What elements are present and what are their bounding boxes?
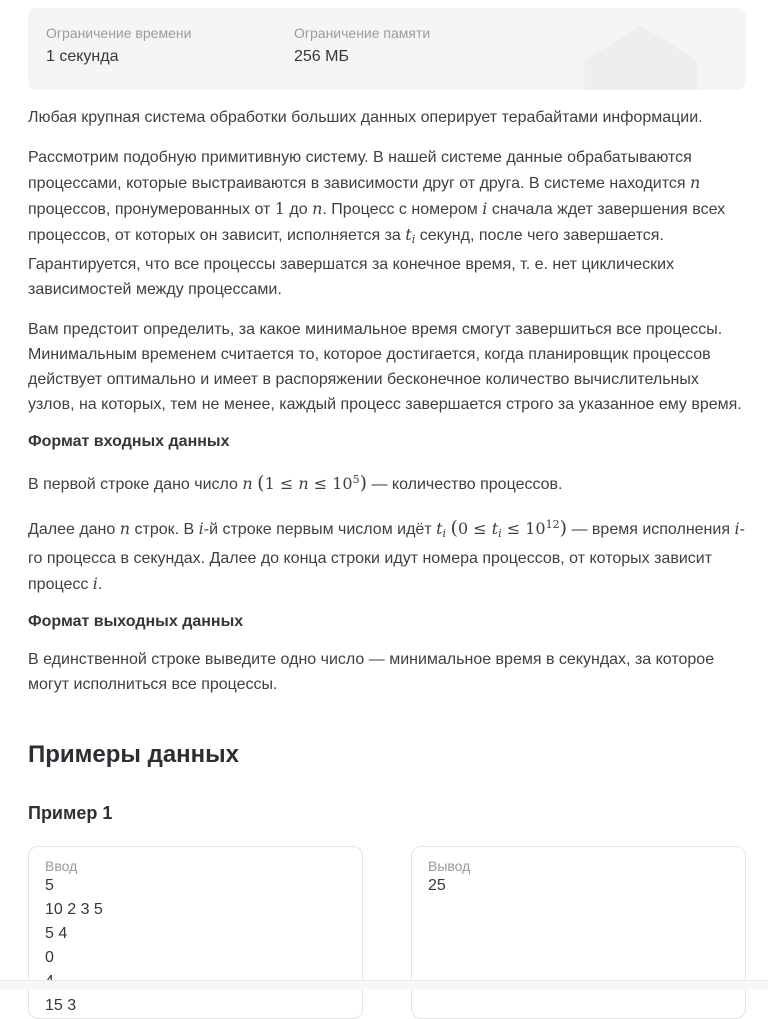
- example-1-heading: Пример 1: [28, 803, 113, 823]
- math-run: i: [92, 574, 98, 593]
- math-run: n: [298, 474, 309, 493]
- example-input-lines: [45, 874, 346, 1018]
- example-code-line: 10 2 3 5: [45, 901, 103, 918]
- example-1-row: [28, 846, 746, 1019]
- math-run: ≤ 10: [308, 474, 353, 493]
- time-limit-value: 1 секунда: [46, 48, 119, 65]
- text-run: Рассмотрим подобную примитивную систему. В нашей системе данные обрабатываются процессами, которые выстраиваются в зависимости друг от друга. В системе находится: [28, 149, 692, 192]
- memory-limit-value: 256 МБ: [294, 48, 349, 65]
- text-run: -го процесса в секундах. Далее до конца строки идут номера процессов, от которых зависит процесс: [28, 521, 745, 593]
- math-run: 1: [274, 199, 285, 218]
- text-run: сначала ждет завершения всех процессов, от которых он зависит, исполняется за: [28, 201, 726, 244]
- examples-heading: Примеры данных: [28, 741, 240, 768]
- memory-limit-block: [294, 25, 542, 90]
- math-run: (: [450, 517, 458, 539]
- example-output-box: [411, 846, 746, 1019]
- text-run: строк. В: [130, 521, 199, 538]
- math-run: n: [312, 199, 323, 218]
- text-run: .: [97, 576, 103, 593]
- output-format-paragraph: [28, 647, 746, 697]
- math-run: i: [498, 527, 502, 540]
- math-run: i: [482, 199, 488, 218]
- example-code-line: 5: [45, 877, 54, 894]
- math-run: 5: [352, 473, 360, 486]
- math-run: t: [436, 519, 443, 538]
- example-code-line: 0: [45, 949, 54, 966]
- statement: [28, 105, 746, 697]
- memory-limit-label: Ограничение памяти: [294, 25, 431, 41]
- math-run: 12: [545, 518, 560, 531]
- input-format-heading: Формат входных данных: [28, 433, 230, 450]
- text-run: В первой строке дано число: [28, 476, 243, 493]
- math-run: n: [119, 519, 131, 538]
- math-run: n: [690, 173, 701, 192]
- statement-paragraph-2: [28, 145, 746, 302]
- output-format-heading: Формат выходных данных: [28, 613, 244, 630]
- text-run: — время исполнения: [567, 521, 735, 538]
- math-run: i: [411, 233, 416, 246]
- example-output-label: Вывод: [428, 858, 471, 874]
- math-run: 1 ≤: [264, 474, 299, 493]
- example-input-box: [28, 846, 363, 1019]
- math-run: i: [442, 527, 447, 540]
- math-run: n: [242, 474, 253, 493]
- text-run: Далее дано: [28, 521, 120, 538]
- math-run: i: [198, 519, 204, 538]
- input-format-paragraph-1: [28, 467, 746, 497]
- statement-paragraph-3: [28, 317, 746, 417]
- text-run: -й строке первым числом идёт: [203, 521, 437, 538]
- math-run: i: [734, 519, 740, 538]
- math-run: (: [257, 472, 265, 494]
- example-code-line: 5 4: [45, 925, 68, 942]
- math-run: ): [559, 517, 568, 539]
- example-input-label: Ввод: [45, 858, 78, 874]
- time-limit-label: Ограничение времени: [46, 25, 192, 41]
- example-output-lines: [428, 874, 729, 898]
- math-run: 0 ≤: [457, 519, 492, 538]
- text-run: . Процесс с номером: [322, 201, 483, 218]
- text-run: Вам предстоит определить, за какое минимальное время смогут завершиться все процессы. Минимальным временем считается то, которое достигается, когда планировщик процессов действует оптимально и имеет в распоряжении бесконечное количество вычислительных узлов, на которых, тем не менее, каждый процесс завершается строго за указанное ему время.: [28, 321, 742, 413]
- math-run: ): [359, 472, 367, 494]
- text-run: Любая крупная система обработки больших данных оперирует терабайтами информации.: [28, 109, 703, 126]
- text-run: секунд, после чего завершается. Гарантируется, что все процессы завершатся за конечное время, т. е. нет циклических зависимостей между процессами.: [28, 227, 675, 298]
- example-code-line: 15 3: [45, 997, 77, 1014]
- page-bottom-strip: [0, 980, 768, 989]
- math-run: t: [405, 225, 412, 244]
- limits-card: [28, 8, 746, 90]
- example-code-line: 25: [428, 877, 446, 894]
- text-run: процессов, пронумерованных от: [28, 201, 275, 218]
- input-format-paragraph-2: [28, 512, 746, 597]
- home-watermark-icon: [584, 26, 698, 90]
- math-run: ≤ 10: [501, 519, 546, 538]
- statement-paragraph-1: [28, 105, 746, 130]
- text-run: до: [284, 201, 313, 218]
- math-run: t: [491, 519, 499, 538]
- time-limit-block: [46, 25, 294, 90]
- text-run: В единственной строке выведите одно число — минимальное время в секундах, за которое могут исполниться все процессы.: [28, 651, 715, 693]
- text-run: — количество процессов.: [367, 476, 563, 493]
